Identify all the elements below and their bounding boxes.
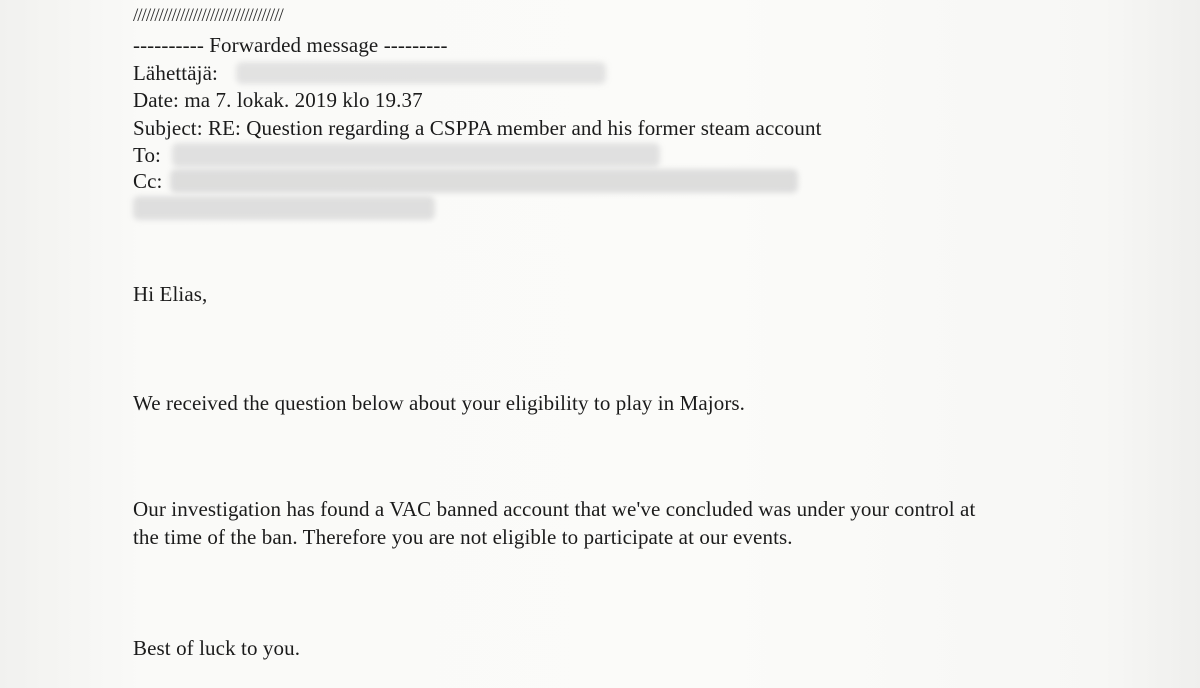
- forwarded-message-divider: ---------- Forwarded message ---------: [133, 33, 448, 57]
- redacted-sender: [236, 62, 606, 84]
- closing-line: Best of luck to you.: [133, 636, 301, 660]
- cc-label: Cc:: [133, 169, 163, 193]
- redacted-cc-recipients-continued: [133, 196, 435, 220]
- greeting: Hi Elias,: [133, 282, 208, 306]
- from-label: Lähettäjä:: [133, 61, 218, 85]
- body-paragraph-2-line-2: the time of the ban. Therefore you are not eligible to participate at our events.: [133, 525, 793, 549]
- subject-line: Subject: RE: Question regarding a CSPPA member and his former steam account: [133, 116, 822, 140]
- redacted-cc-recipients: [170, 169, 798, 193]
- date-line: Date: ma 7. lokak. 2019 klo 19.37: [133, 88, 423, 112]
- body-paragraph-2-line-1: Our investigation has found a VAC banned account that we've concluded was under your control at: [133, 497, 976, 521]
- redacted-to-recipients: [172, 143, 660, 167]
- body-paragraph-1: We received the question below about your eligibility to play in Majors.: [133, 391, 746, 415]
- to-label: To:: [133, 143, 161, 167]
- header-slashes: ///////////////////////////////////: [133, 5, 283, 26]
